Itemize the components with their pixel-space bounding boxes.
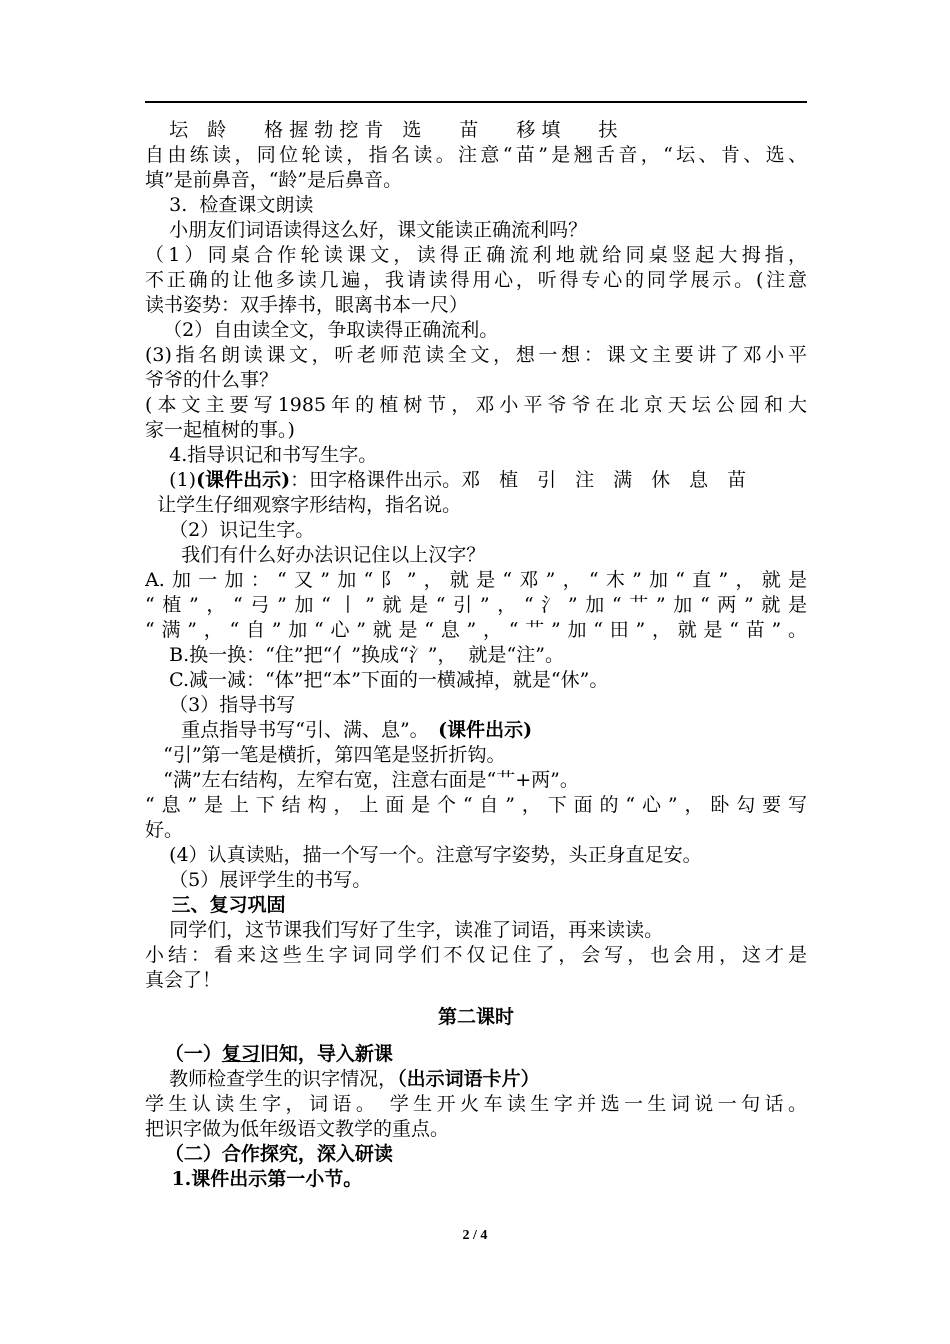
paragraph-line: (4）认真读贴，描一个写一个。注意写字姿势，头正身直足安。 — [145, 844, 702, 866]
step-heading-text: 4.指导识记和书写生字。 — [145, 444, 378, 466]
paragraph-line — [145, 718, 807, 743]
item-number: (1) — [145, 469, 197, 491]
spacer — [145, 1030, 807, 1042]
lesson-heading: 第二课时 — [437, 1006, 514, 1028]
paragraph-line: A.加一加：“又”加“阝”，就是“邓”，“木”加“直”，就是 — [145, 569, 807, 591]
card-label: （出示词语卡片） — [397, 1068, 540, 1090]
vocab-line: 坛 龄 格 握 勃 挖 肯 选 苗 移 填 扶 — [145, 119, 618, 141]
paragraph-line: 学生认读生字，词语。 学生开火车读生字并选一生词说一句话。 — [145, 1093, 807, 1115]
section-heading: （二）合作探究，深入研读 — [145, 1143, 393, 1165]
item-text: ：田字格课件出示。邓 植 引 注 满 休 息 苗 — [290, 469, 747, 491]
paragraph-line: “满”，“自”加“心”就是“息”，“艹”加“田”，就是“苗”。 — [145, 619, 807, 641]
item-text: 教师检查学生的识字情况， — [145, 1068, 398, 1090]
paragraph-line: 爷爷的什么事？ — [145, 369, 279, 391]
spacer — [145, 993, 807, 1005]
courseware-label: (课件出示) — [196, 469, 291, 491]
underlined-text: 复习 — [221, 1043, 260, 1065]
paragraph-line: 真会了！ — [145, 969, 222, 991]
header-rule — [145, 101, 807, 103]
paragraph-line: 同学们，这节课我们写好了生字，读准了词语，再来读读。 — [145, 919, 664, 941]
paragraph-line: 小朋友们词语读得这么好，课文能读正确流利吗？ — [145, 219, 588, 241]
paragraph-line: 填”是前鼻音，“龄”是后鼻音。 — [145, 169, 403, 191]
item-text: 重点指导书写“引、满、息”。 — [145, 719, 439, 741]
paragraph-line: 自由练读，同位轮读，指名读。注意“苗”是翘舌音，“坛、肯、选、 — [145, 144, 807, 166]
paragraph-line: 不正确的让他多读几遍，我请读得用心，听得专心的同学展示。(注意 — [145, 269, 807, 291]
section-heading — [145, 1042, 807, 1067]
paragraph-line — [145, 1067, 807, 1092]
paragraph-line: “引”第一笔是横折，第四笔是竖折折钩。 — [145, 744, 506, 766]
paragraph-line: （3）指导书写 — [145, 694, 296, 716]
section-heading: 三、复习巩固 — [145, 894, 286, 916]
paragraph-line — [145, 468, 807, 493]
step-heading — [145, 443, 807, 468]
paragraph-line: 让学生仔细观察字形结构，指名说。 — [145, 494, 462, 516]
paragraph-line: (本文主要写1985年的植树节，邓小平爷爷在北京天坛公园和大 — [145, 394, 807, 416]
page-number: 2 / 4 — [462, 1228, 488, 1243]
paragraph-line: （2）识记生字。 — [145, 519, 315, 541]
paragraph-line: 家一起植树的事。) — [145, 419, 295, 441]
paragraph-line: C.减一减：“体”把“本”下面的一横减掉，就是“休”。 — [145, 669, 609, 691]
courseware-label: (课件出示) — [438, 719, 533, 741]
paragraph-line: （1）同桌合作轮读课文，读得正确流利地就给同桌竖起大拇指， — [145, 244, 807, 266]
step-heading: 3. 检查课文朗读 — [145, 194, 314, 216]
paragraph-line: 小结：看来这些生字词同学们不仅记住了，会写，也会用，这才是 — [145, 944, 807, 966]
paragraph-line: （5）展评学生的书写。 — [145, 869, 372, 891]
paragraph-line: 把识字做为低年级语文教学的重点。 — [145, 1118, 450, 1140]
paragraph-line: 我们有什么好办法识记住以上汉字？ — [145, 544, 486, 566]
section-number: （一） — [145, 1043, 222, 1065]
paragraph-line: B.换一换：“住”把“亻”换成“氵”， 就是“注”。 — [145, 644, 564, 666]
paragraph-line: “满”左右结构，左窄右宽，注意右面是“艹+两”。 — [145, 769, 579, 791]
paragraph-line: (3)指名朗读课文，听老师范读全文，想一想：课文主要讲了邓小平 — [145, 344, 807, 366]
paragraph-line: “息”是上下结构，上面是个“自”，下面的“心”，卧勾要写 — [145, 794, 807, 816]
document-body — [145, 118, 807, 1192]
step-heading: 1.课件出示第一小节。 — [145, 1168, 363, 1190]
paragraph-line: （2）自由读全文，争取读得正确流利。 — [145, 319, 499, 341]
paragraph-line: 读书姿势：双手捧书，眼离书本一尺） — [145, 294, 469, 316]
paragraph-line: 好。 — [145, 819, 184, 841]
section-title: 旧知，导入新课 — [259, 1043, 393, 1065]
paragraph-line: “植”，“弓”加“丨”就是“引”，“氵”加“艹”加“两”就是 — [145, 594, 807, 616]
